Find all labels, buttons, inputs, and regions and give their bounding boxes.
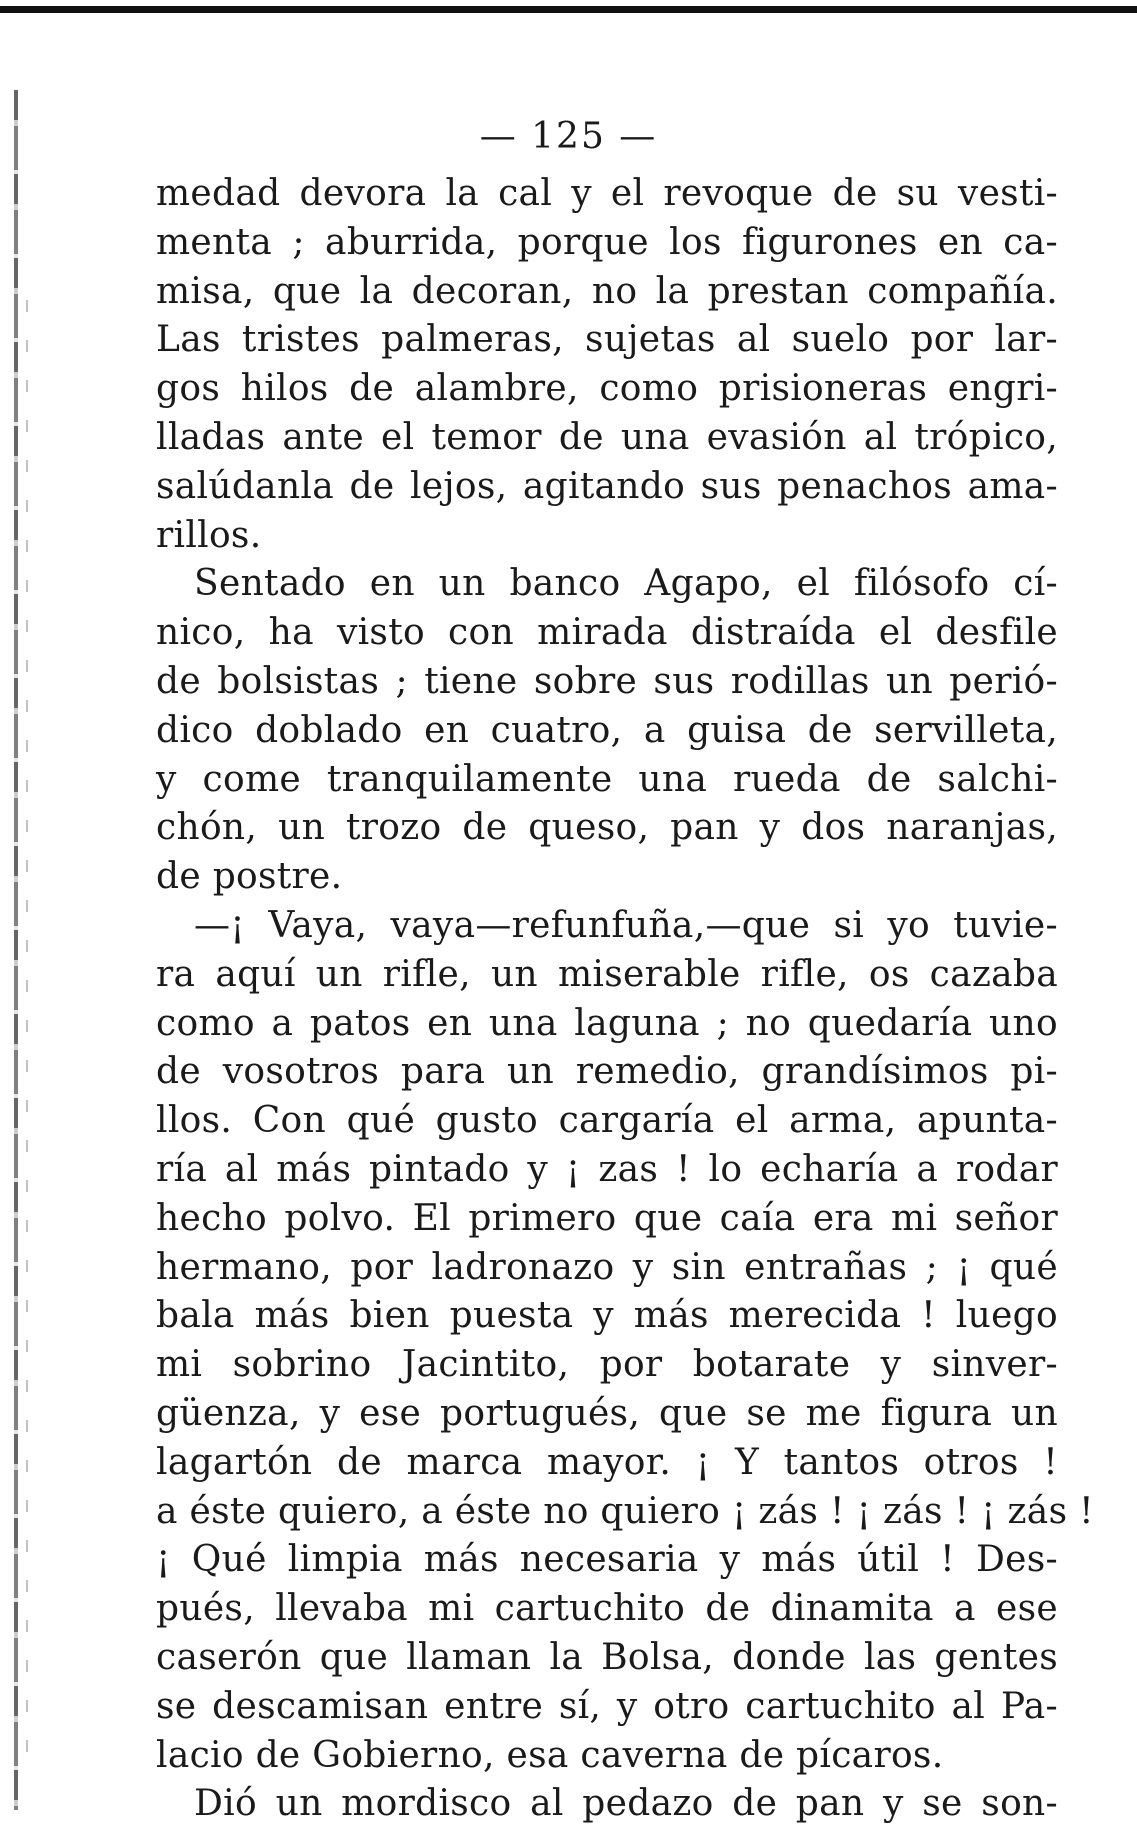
text-line: de vosotros para un remedio, grandísimos pi- <box>156 1051 1058 1093</box>
text-line: medad devora la cal y el revoque de su vesti- <box>156 173 1058 214</box>
text-line: güenza, y ese portugués, que se me figura un <box>156 1392 1058 1434</box>
text-line: lagartón de marca mayor. ¡ Y tantos otros ! <box>156 1441 1058 1483</box>
text-line-indented: Dió un mordisco al pedazo de pan y se son- <box>194 1783 1058 1825</box>
text-line: a éste quiero, a éste no quiero ¡ zás ! ¡ zás ! ¡ zás ! <box>156 1490 1094 1532</box>
text-line: ría al más pintado y ¡ zas ! lo echaría a rodar <box>156 1148 1058 1190</box>
text-line: rillos. <box>156 514 262 556</box>
text-line: mi sobrino Jacintito, por botarate y sinver- <box>156 1344 1058 1386</box>
text-line: chón, un trozo de queso, pan y dos naranjas, <box>156 807 1058 849</box>
text-line: hermano, por ladronazo y sin entrañas ; ¡ qué <box>156 1246 1058 1288</box>
text-line: bala más bien puesta y más merecida ! luego <box>156 1295 1058 1337</box>
text-line: pués, llevaba mi cartuchito de dinamita a ese <box>156 1588 1058 1630</box>
text-line: gos hilos de alambre, como prisioneras engri- <box>156 368 1058 410</box>
text-line: se descamisan entre sí, y otro cartuchito al Pa- <box>156 1685 1058 1727</box>
text-line-indented: —¡ Vaya, vaya—refunfuña,—que si yo tuvie- <box>194 904 1058 946</box>
text-line: de postre. <box>156 856 343 898</box>
text-line-indented: Sentado en un banco Agapo, el filósofo cí- <box>194 563 1058 605</box>
text-line: ra aquí un rifle, un miserable rifle, os cazaba <box>156 953 1058 995</box>
text-line: de bolsistas ; tiene sobre sus rodillas un perió- <box>156 660 1058 702</box>
text-line: menta ; aburrida, porque los figurones en ca- <box>156 221 1058 263</box>
page-number: — 125 — <box>479 116 658 157</box>
text-line: Las tristes palmeras, sujetas al suelo por lar- <box>156 319 1058 361</box>
text-line: misa, que la decoran, no la prestan compañía. <box>156 270 1058 312</box>
text-line: lladas ante el temor de una evasión al trópico, <box>156 416 1058 458</box>
text-line: ¡ Qué limpia más necesaria y más útil ! Des- <box>156 1539 1058 1581</box>
text-line: nico, ha visto con mirada distraída el desfile <box>156 612 1058 654</box>
text-line: y come tranquilamente una rueda de salchi- <box>156 758 1058 800</box>
text-line: hecho polvo. El primero que caía era mi señor <box>156 1197 1058 1239</box>
top-border-rule <box>0 6 1137 13</box>
body-text <box>156 170 1094 1829</box>
text-line: llos. Con qué gusto cargaría el arma, apunta- <box>156 1100 1058 1142</box>
text-line: lacio de Gobierno, esa caverna de pícaros. <box>156 1734 944 1776</box>
page-binding-edge <box>14 90 18 1810</box>
text-line: como a patos en una laguna ; no quedaría uno <box>156 1002 1058 1044</box>
text-line: caserón que llaman la Bolsa, donde las gentes <box>156 1636 1058 1678</box>
text-line: dico doblado en cuatro, a guisa de servilleta, <box>156 709 1058 751</box>
page-binding-shadow <box>26 300 28 1780</box>
text-line: salúdanla de lejos, agitando sus penachos ama- <box>156 465 1058 507</box>
